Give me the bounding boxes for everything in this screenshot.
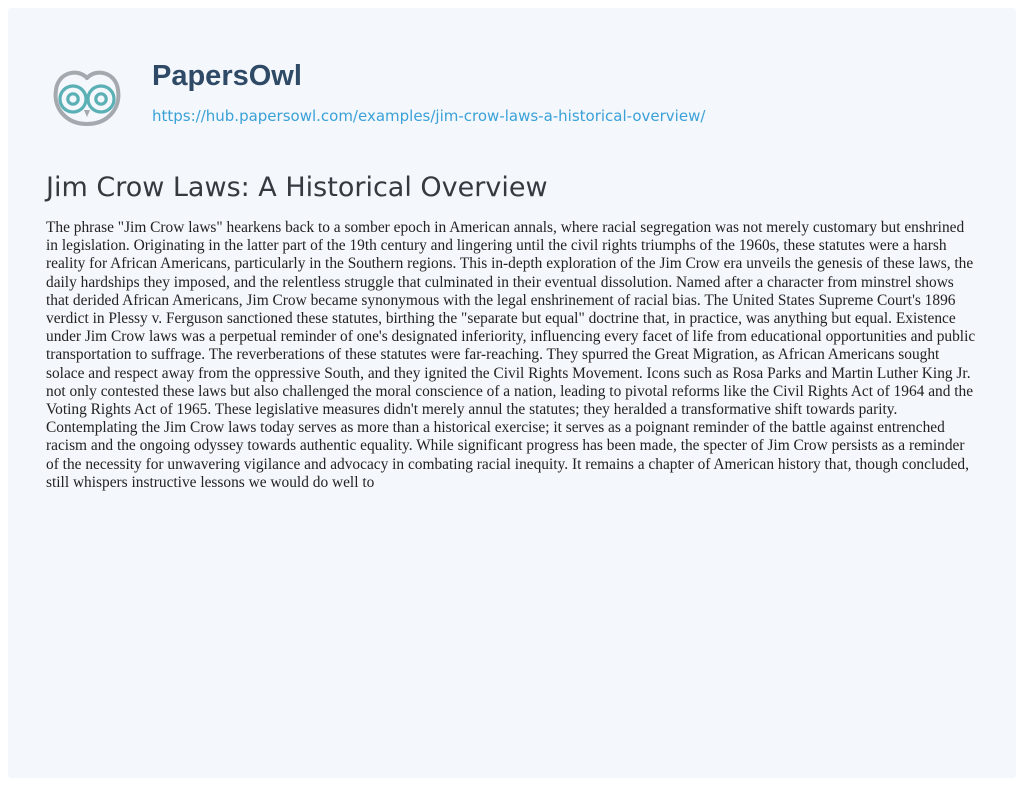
page-title: Jim Crow Laws: A Historical Overview (46, 172, 548, 203)
brand-name: PapersOwl (152, 60, 302, 92)
source-url-link[interactable]: https://hub.papersowl.com/examples/jim-crow-laws-a-historical-overview/ (152, 107, 706, 125)
essay-body-text: The phrase "Jim Crow laws" hearkens back to a somber epoch in American annals, where racial segregation was not merely customary but enshrined in legislation. Originating in the latter part of the 19th century and lingering until the civil rights triumphs of the 1960s, these statutes were a harsh reality for African Americans, particularly in the Southern regions. This in-depth exploration of the Jim Crow era unveils the genesis of these laws, the daily hardships they imposed, and the relentless struggle that culminated in their eventual dissolution. Named after a character from minstrel shows that derided African Americans, Jim Crow became synonymous with the legal enshrinement of racial bias. The United States Supreme Court's 1896 verdict in Plessy v. Ferguson sanctioned these statutes, birthing the "separate but equal" doctrine that, in practice, was anything but equal. Existence under Jim Crow laws was a perpetual reminder of one's designated inferiority, influencing every facet of life from educational opportunities and public transportation to suffrage. The reverberations of these statutes were far-reaching. They spurred the Great Migration, as African Americans sought solace and respect away from the oppressive South, and they ignited the Civil Rights Movement. Icons such as Rosa Parks and Martin Luther King Jr. not only contested these laws but also challenged the moral conscience of a nation, leading to pivotal reforms like the Civil Rights Act of 1964 and the Voting Rights Act of 1965. These legislative measures didn't merely annul the statutes; they heralded a transformative shift towards parity. Contemplating the Jim Crow laws today serves as more than a historical exercise; it serves as a poignant reminder of the battle against entrenched racism and the ongoing odyssey towards authentic equality. While significant progress has been made, the specter of Jim Crow persists as a reminder of the necessity for unwavering vigilance and advocacy in combating racial inequity. It remains a chapter of American history that, though concluded, still whispers instructive lessons we would do well to (46, 219, 976, 491)
owl-face-icon (48, 66, 126, 128)
